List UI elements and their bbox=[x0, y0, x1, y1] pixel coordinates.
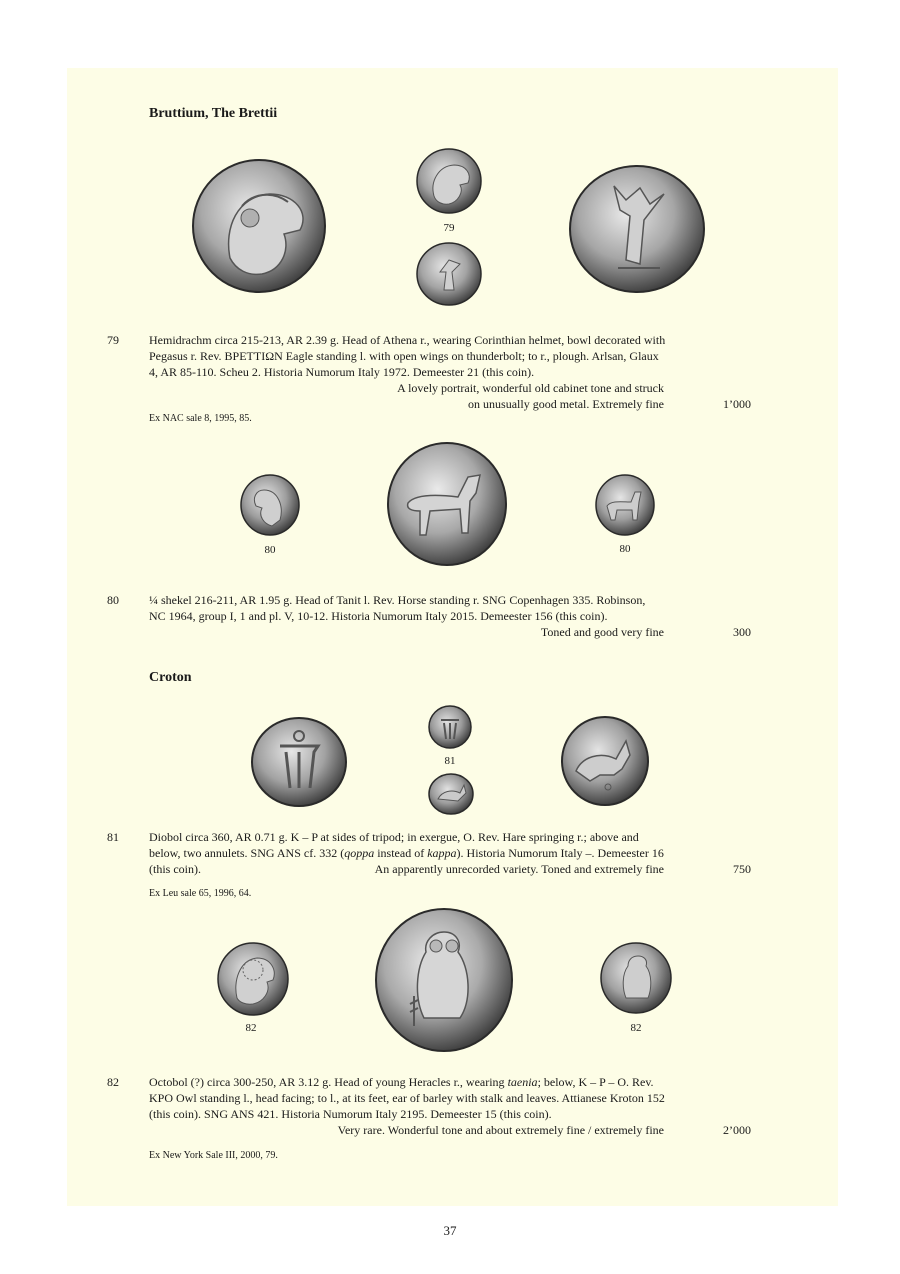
lot-80-price: 300 bbox=[733, 625, 751, 639]
section-heading-croton: Croton bbox=[149, 670, 192, 685]
lot-80-description-line: ¼ shekel 216-211, AR 1.95 g. Head of Tanit l. Rev. Horse standing r. SNG Copenhagen 335. Robinson, bbox=[149, 593, 646, 607]
lot-79-grade bbox=[300, 380, 664, 412]
lot-80-description bbox=[149, 592, 751, 624]
coin-82-reverse-large-image bbox=[374, 908, 514, 1053]
lot-82-description-line bbox=[149, 1074, 751, 1090]
lot-82-description-line: KPO Owl standing l., head facing; to l., at its feet, ear of barley with stalk and leaves. Attianese Kroton 152 bbox=[149, 1091, 665, 1105]
lot-81-grade bbox=[300, 861, 664, 877]
coin-80-reverse-image bbox=[595, 474, 655, 536]
lot-81-description-line bbox=[149, 845, 751, 861]
lot-79-number: 79 bbox=[107, 333, 119, 347]
lot-81-number: 81 bbox=[107, 830, 119, 844]
coin-81-obverse-small-image bbox=[428, 705, 472, 749]
coin-82-label: 82 bbox=[245, 1022, 257, 1034]
coin-81-obverse-large-image bbox=[250, 716, 348, 808]
coin-81-reverse-large-image bbox=[560, 715, 650, 807]
lot-82-number: 82 bbox=[107, 1075, 119, 1089]
coin-79-obverse-large-image bbox=[192, 158, 327, 294]
coin-82-reverse-image bbox=[600, 942, 672, 1014]
lot-81-description-line: (this coin). bbox=[149, 862, 201, 876]
lot-82-description-italic: taenia bbox=[507, 1075, 538, 1089]
lot-79-description-line: 4, AR 85-110. Scheu 2. Historia Numorum Italy 1972. Demeester 21 (this coin). bbox=[149, 365, 535, 379]
coin-81-reverse-small-image bbox=[428, 773, 474, 815]
coin-80-obverse-image bbox=[240, 474, 300, 536]
lot-82-grade-line: Very rare. Wonderful tone and about extremely fine / extremely fine bbox=[337, 1123, 664, 1137]
lot-79-price: 1’000 bbox=[723, 397, 751, 411]
lot-80-grade-line: Toned and good very fine bbox=[540, 625, 664, 639]
coin-80-obverse-large-image bbox=[386, 441, 508, 567]
lot-80-grade bbox=[400, 624, 664, 640]
lot-82-grade bbox=[250, 1122, 664, 1138]
coin-82-label: 82 bbox=[630, 1022, 642, 1034]
lot-81-price: 750 bbox=[733, 862, 751, 876]
lot-80-number: 80 bbox=[107, 593, 119, 607]
lot-82-description-text: Octobol (?) circa 300-250, AR 3.12 g. Head of young Heracles r., wearing bbox=[149, 1075, 508, 1089]
coin-82-obverse-image bbox=[217, 942, 289, 1016]
coin-79-obverse-small-image bbox=[416, 148, 482, 214]
lot-82-provenance: Ex New York Sale III, 2000, 79. bbox=[149, 1150, 278, 1161]
lot-79-provenance: Ex NAC sale 8, 1995, 85. bbox=[149, 413, 252, 424]
coin-79-reverse-small-image bbox=[416, 242, 482, 307]
lot-80-description-line: NC 1964, group I, 1 and pl. V, 10-12. Historia Numorum Italy 2015. Demeester 156 (this coin). bbox=[149, 609, 608, 623]
lot-82-description-line: (this coin). SNG ANS 421. Historia Numorum Italy 2195. Demeester 15 (this coin). bbox=[149, 1107, 552, 1121]
coin-79-label: 79 bbox=[443, 222, 455, 234]
lot-82-description bbox=[149, 1074, 751, 1122]
coin-80-label: 80 bbox=[619, 543, 631, 555]
page-number: 37 bbox=[443, 1223, 457, 1238]
coin-81-label: 81 bbox=[444, 755, 456, 767]
lot-81-description-text: instead of bbox=[374, 846, 428, 860]
lot-82-description-text: ; below, K – P – O. Rev. bbox=[537, 1075, 654, 1089]
lot-81-description-line: Diobol circa 360, AR 0.71 g. K – P at sides of tripod; in exergue, O. Rev. Hare springing r.; above and bbox=[149, 830, 639, 844]
coin-80-label: 80 bbox=[264, 544, 276, 556]
coin-79-reverse-large-image bbox=[568, 164, 706, 294]
section-heading-bruttium: Bruttium, The Brettii bbox=[149, 106, 278, 121]
lot-81-description-text: below, two annulets. SNG ANS cf. 332 ( bbox=[149, 846, 345, 860]
lot-79-description-line: Hemidrachm circa 215-213, AR 2.39 g. Head of Athena r., wearing Corinthian helmet, bowl decorated with bbox=[149, 333, 666, 347]
lot-81-description-italic: qoppa bbox=[344, 846, 375, 860]
lot-82-price: 2’000 bbox=[723, 1123, 751, 1137]
lot-81-provenance: Ex Leu sale 65, 1996, 64. bbox=[149, 888, 252, 899]
lot-81-description-italic: kappa bbox=[427, 846, 457, 860]
lot-79-grade-line: A lovely portrait, wonderful old cabinet tone and struck bbox=[397, 381, 664, 395]
lot-79-grade-line: on unusually good metal. Extremely fine bbox=[468, 397, 664, 411]
lot-81-grade-line: An apparently unrecorded variety. Toned and extremely fine bbox=[374, 862, 664, 876]
lot-79-description bbox=[149, 332, 751, 380]
lot-79-description-line: Pegasus r. Rev. ΒΡΕΤΤΙΩΝ Eagle standing l. with open wings on thunderbolt; to r., plough. Arlsan, Glaux bbox=[149, 349, 659, 363]
lot-81-description-text: ). Historia Numorum Italy –. Demeester 16 bbox=[456, 846, 664, 860]
